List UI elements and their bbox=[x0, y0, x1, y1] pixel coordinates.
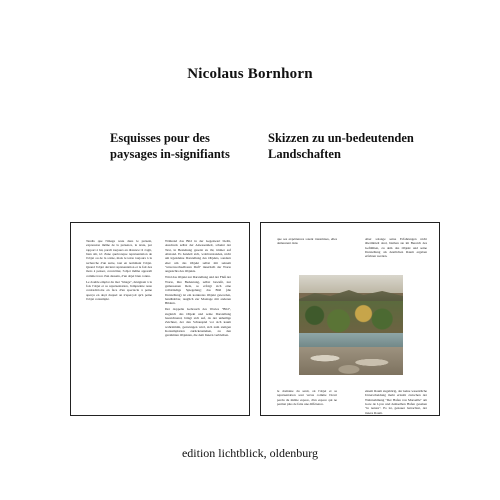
left-page-column-french bbox=[86, 239, 152, 405]
right-page-top-french: que ses expériences soient transmises, elles demeurent dans bbox=[277, 237, 337, 246]
right-page-bottom-french: le domaine du senti, où l'objet et sa représentation sont vécus comme l'écart perdu du même espace, d'un espace qui ne permet plus de faire une différence. bbox=[277, 389, 337, 407]
right-page bbox=[260, 222, 440, 416]
paragraph: Tandis que l'image reste dans le présent, expression même de la présence, le texte, par rapport à lui, paraît toujours en distance: il s'agit, bien sûr, ici d'une quelconque représentation de l'objet ou de la scène, mais le texte toujours à la recherche d'un autre, tout en nommant l'objet. Quand l'objet devient représentation et le fait des mots à penser, concrétisé, l'objet même apparaît comme trace d'un dessein, d'un objet bien connu. bbox=[86, 239, 152, 278]
right-page-bottom-german: einem Raum zugehörig, der keine wesentliche Unterscheidung mehr erlaubt zwischen der Wahrnehmung "Der Hafen von Marseille" am Gare de Lyon und demselben Hafen gesehen "in natura". Es ist, genauer betrachtet, der innere Raum. bbox=[365, 389, 427, 415]
left-page bbox=[70, 222, 250, 416]
left-page-column-german bbox=[165, 239, 231, 405]
author-name: Nicolaus Bornhorn bbox=[187, 66, 313, 82]
book-spread bbox=[70, 222, 440, 416]
photo-trees bbox=[299, 301, 403, 337]
paragraph: Der doppelte Gebrauch des Wortes "Bild", zugleich das Objekt und seine Darstellung bezeichnend, bringt sich auf, da der unheilige Zeichner, der den Schauspiel vor sich kaum wahrnimmt, gezwungen wird, sich zum stetigen Kontemplation zurückzuziehen, zu den gerahmten Objekten, die dem Innern verbleiben. bbox=[165, 307, 231, 338]
paragraph: Während das Bild in der Gegenwart bleibt, Ausdruck selbst der Anwesenheit, scheint der Text, in Beziehung gesetzt zu ihr, immer auf Abstand. Es handelt sich, wohlverstanden, nicht um irgendeine Darstellung des Objekts, sondern eher um das Objekt selbst mit seinem "unverwechselbaren Duft" innerhalb der Worte angesichts des Objekts. bbox=[165, 239, 231, 274]
right-page-top-german: Aber solange seine Erfahrungen nicht übermittelt sind, bleiben sie im Bereich des Gefühlten, zu dem das Objekt und seine Darstellung als deutlichen Raum ergeben erfahren werden. bbox=[365, 237, 427, 259]
title-german: Skizzen zu un-bedeutenden Landschaften bbox=[268, 131, 414, 161]
photo-sky bbox=[299, 275, 403, 293]
publisher-name: edition lichtblick, oldenburg bbox=[181, 446, 319, 460]
landscape-photo bbox=[299, 275, 403, 375]
paragraph: Wird das Objekt zur Darstellung und der Fluß der Worte, ihre Bedeutung, selbst bewußt, nur gemessenen Reiz, so erfolgt sich eine vollständige Spiegelung; das Bild (die Darstellung) ist ein konkretes Objekt geworden, handhabbar, tauglich zur Montage mit anderen Bildern. bbox=[165, 275, 231, 306]
paragraph: Le double emploi du mot "image", désignant à la fois l'objet et sa représentation, l'empreinte reste contradictoire en face d'un spectacle à peine aperçu en deçà duquel on n'aperçoit qu'à peine l'objet contemplé. bbox=[86, 279, 152, 301]
photo-rocks bbox=[299, 347, 403, 375]
title-french: Esquisses pour des paysages in-signifiants bbox=[110, 131, 230, 161]
